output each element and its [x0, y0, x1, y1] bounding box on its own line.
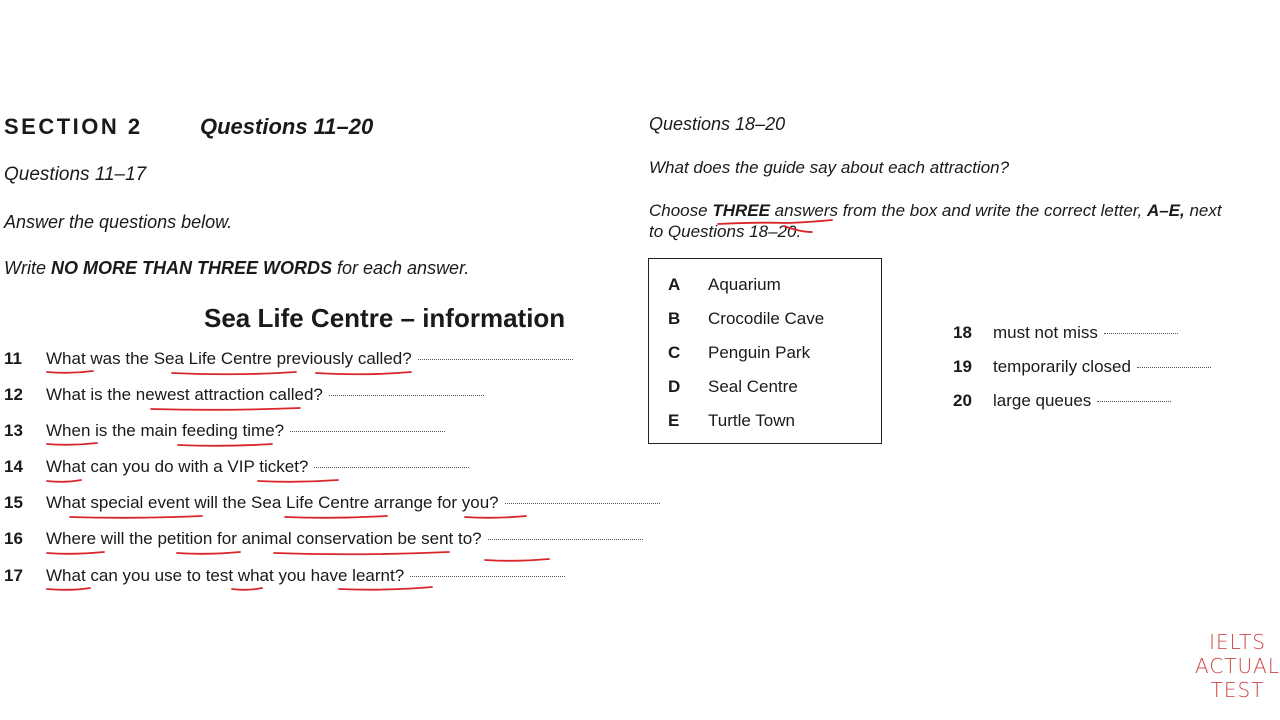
underline-mark [258, 480, 338, 482]
logo-line: ACTUAL [1195, 654, 1280, 678]
underline-mark [485, 559, 549, 561]
underline-mark [172, 372, 296, 374]
underline-mark [339, 587, 432, 590]
option-text: Crocodile Cave [708, 309, 825, 328]
question-text [46, 421, 445, 441]
logo-line: IELTS [1209, 630, 1266, 654]
underline-mark [151, 408, 300, 410]
underline-mark [285, 516, 387, 518]
question-text [46, 566, 565, 586]
item-label: temporarily closed [993, 357, 1131, 376]
left-sub-heading: Questions 11–17 [4, 164, 147, 185]
question-label: What can you use to test what you have learnt? [46, 566, 405, 585]
question-number: 11 [4, 349, 22, 368]
item-text [993, 323, 1178, 343]
option-letter: B [668, 309, 681, 328]
option-row [649, 377, 798, 397]
question-number: 17 [4, 566, 23, 585]
choose-bold: THREE [712, 201, 770, 220]
instruction-pre: Write [4, 258, 51, 278]
underline-mark [47, 588, 90, 590]
underline-mark [232, 588, 262, 590]
question-label: What was the Sea Life Centre previously called? [46, 349, 412, 368]
instruction-answer: Answer the questions below. [4, 212, 233, 232]
instruction-post: for each answer. [332, 258, 470, 278]
choose-bold-letters: A–E, [1146, 201, 1185, 220]
choose-instruction [649, 201, 1222, 221]
underline-mark [47, 480, 81, 482]
section-range: Questions 11–20 [200, 114, 374, 139]
underline-mark [274, 552, 449, 554]
question-number: 14 [4, 457, 23, 476]
option-letter: E [668, 411, 680, 430]
underline-mark [177, 552, 240, 554]
underline-mark [47, 443, 97, 445]
question-label: Where will the petition for animal conservation be sent to? [46, 529, 482, 548]
question-number: 12 [4, 385, 23, 404]
option-letter: D [668, 377, 681, 396]
question-number: 16 [4, 529, 23, 548]
watermark-logo [1195, 630, 1280, 702]
item-number: 19 [953, 357, 972, 376]
question-text [46, 349, 573, 369]
question-number: 15 [4, 493, 23, 512]
option-text: Penguin Park [708, 343, 811, 362]
option-text: Aquarium [708, 275, 781, 294]
form-title: Sea Life Centre – information [204, 303, 566, 333]
item-label: must not miss [993, 323, 1098, 342]
option-row [649, 275, 781, 295]
item-text [993, 357, 1211, 377]
question-text [46, 493, 660, 513]
section-label: SECTION 2 [4, 114, 143, 139]
item-number: 18 [953, 323, 972, 342]
option-row [649, 309, 824, 329]
underline-mark [316, 372, 411, 374]
right-sub-heading: Questions 18–20 [649, 114, 786, 134]
answer-blank[interactable] [1097, 400, 1171, 402]
option-row [649, 343, 810, 363]
option-row [649, 411, 795, 431]
answer-blank[interactable] [1104, 332, 1178, 334]
question-label: What special event will the Sea Life Centre arrange for you? [46, 493, 499, 512]
option-text: Seal Centre [708, 377, 798, 396]
question-number: 13 [4, 421, 23, 440]
options-box [648, 258, 882, 444]
answer-blank[interactable] [314, 466, 469, 468]
instruction-bold: NO MORE THAN THREE WORDS [51, 258, 332, 278]
question-text [46, 457, 469, 477]
underline-mark [47, 371, 93, 373]
choose-instruction-line2: to Questions 18–20. [649, 222, 802, 241]
right-question: What does the guide say about each attraction? [649, 158, 1010, 177]
logo-line: TEST [1210, 678, 1265, 702]
answer-blank[interactable] [329, 394, 484, 396]
underline-mark [465, 516, 526, 518]
item-text [993, 391, 1171, 411]
option-text: Turtle Town [708, 411, 795, 430]
question-text [46, 385, 484, 405]
option-letter: C [668, 343, 681, 362]
answer-blank[interactable] [410, 575, 565, 577]
answer-blank[interactable] [505, 502, 660, 504]
instruction-word-limit [4, 258, 469, 279]
answer-blank[interactable] [290, 430, 445, 432]
underline-mark [178, 444, 272, 446]
question-text [46, 529, 643, 549]
question-label: What is the newest attraction called? [46, 385, 323, 404]
question-label: What can you do with a VIP ticket? [46, 457, 309, 476]
underline-mark [47, 552, 104, 554]
answer-blank[interactable] [488, 538, 643, 540]
question-label: When is the main feeding time? [46, 421, 285, 440]
item-number: 20 [953, 391, 972, 410]
option-letter: A [668, 275, 681, 294]
choose-mid: answers from the box and write the correct letter, [769, 201, 1147, 220]
answer-blank[interactable] [1137, 366, 1211, 368]
underline-mark [70, 516, 202, 518]
choose-post: next [1184, 201, 1222, 220]
item-label: large queues [993, 391, 1092, 410]
answer-blank[interactable] [418, 358, 573, 360]
choose-pre: Choose [649, 201, 713, 220]
